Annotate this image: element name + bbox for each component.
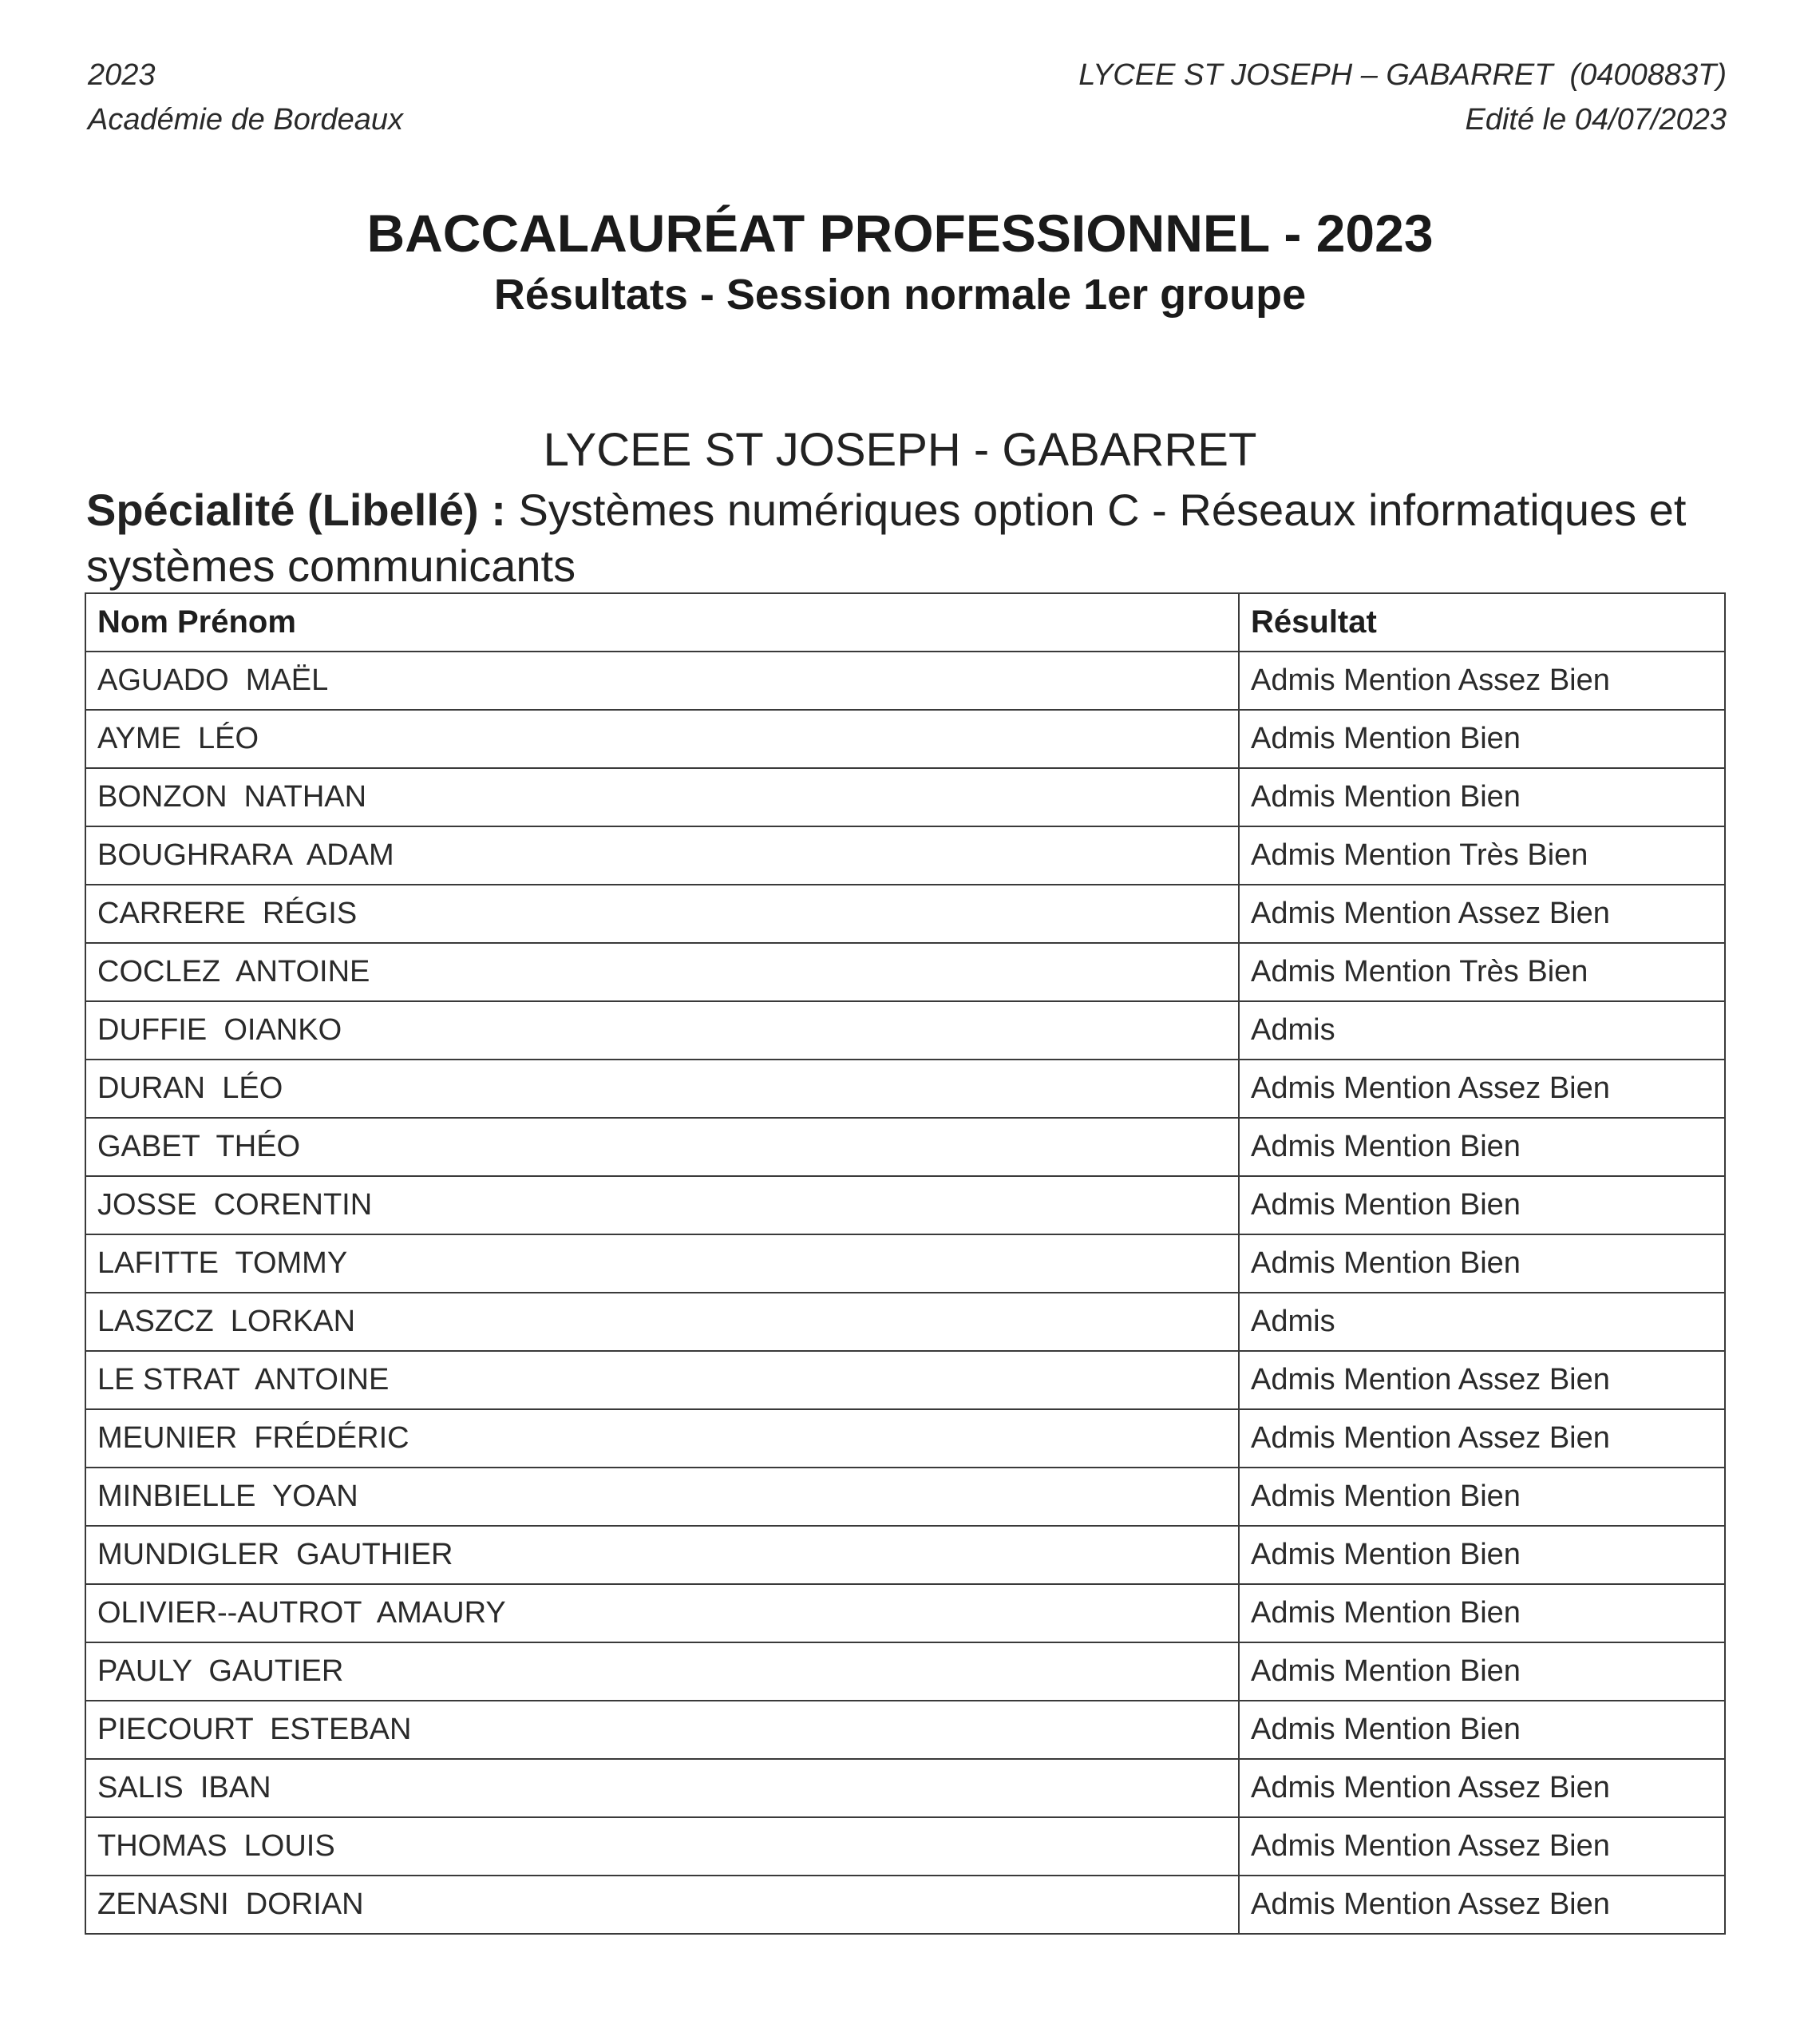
page-subtitle: Résultats - Session normale 1er groupe <box>493 271 1307 319</box>
school-name: LYCEE ST JOSEPH - GABARRET <box>543 424 1257 476</box>
cell-result: Admis Mention Assez Bien <box>1239 1817 1725 1876</box>
cell-result: Admis <box>1239 1293 1725 1351</box>
table-row <box>85 1176 1725 1234</box>
cell-result: Admis Mention Bien <box>1239 768 1725 826</box>
header-right <box>1078 53 1727 142</box>
page-title: BACCALAURÉAT PROFESSIONNEL - 2023 <box>366 204 1434 263</box>
table-row <box>85 1526 1725 1584</box>
table-row <box>85 652 1725 710</box>
cell-result: Admis Mention Très Bien <box>1239 826 1725 885</box>
header-edition-date: Edité le 04/07/2023 <box>1465 103 1727 137</box>
cell-name: AGUADO MAËL <box>85 652 1239 710</box>
table-row <box>85 1701 1725 1759</box>
cell-result: Admis Mention Assez Bien <box>1239 1060 1725 1118</box>
cell-name: CARRERE RÉGIS <box>85 885 1239 943</box>
cell-result: Admis Mention Bien <box>1239 1701 1725 1759</box>
cell-result: Admis Mention Bien <box>1239 1234 1725 1293</box>
table-row <box>85 1060 1725 1118</box>
cell-name: DURAN LÉO <box>85 1060 1239 1118</box>
cell-name: COCLEZ ANTOINE <box>85 943 1239 1001</box>
table-row <box>85 1118 1725 1176</box>
cell-name: LAFITTE TOMMY <box>85 1234 1239 1293</box>
header-academie: Académie de Bordeaux <box>88 103 404 137</box>
header-year: 2023 <box>88 58 156 92</box>
specialite-value: Systèmes numériques option C - Réseaux informatiques et systèmes communicants <box>86 485 1687 591</box>
cell-name: LE STRAT ANTOINE <box>85 1351 1239 1409</box>
cell-result: Admis Mention Bien <box>1239 1468 1725 1526</box>
cell-result: Admis Mention Assez Bien <box>1239 1876 1725 1934</box>
cell-result: Admis Mention Bien <box>1239 1584 1725 1642</box>
cell-name: GABET THÉO <box>85 1118 1239 1176</box>
table-row <box>85 1351 1725 1409</box>
table-row <box>85 1817 1725 1876</box>
cell-name: AYME LÉO <box>85 710 1239 768</box>
column-header-result: Résultat <box>1239 593 1725 652</box>
table-row <box>85 885 1725 943</box>
table-row <box>85 1642 1725 1701</box>
header-left <box>88 53 403 142</box>
cell-name: MINBIELLE YOAN <box>85 1468 1239 1526</box>
cell-result: Admis Mention Bien <box>1239 710 1725 768</box>
cell-name: DUFFIE OIANKO <box>85 1001 1239 1060</box>
cell-result: Admis Mention Assez Bien <box>1239 885 1725 943</box>
cell-name: MUNDIGLER GAUTHIER <box>85 1526 1239 1584</box>
table-row <box>85 710 1725 768</box>
cell-name: BONZON NATHAN <box>85 768 1239 826</box>
cell-name: PAULY GAUTIER <box>85 1642 1239 1701</box>
cell-result: Admis Mention Bien <box>1239 1176 1725 1234</box>
cell-result: Admis Mention Très Bien <box>1239 943 1725 1001</box>
cell-name: PIECOURT ESTEBAN <box>85 1701 1239 1759</box>
table-row <box>85 1759 1725 1817</box>
cell-name: BOUGHRARA ADAM <box>85 826 1239 885</box>
specialite <box>86 482 1723 594</box>
cell-result: Admis Mention Bien <box>1239 1642 1725 1701</box>
cell-name: MEUNIER FRÉDÉRIC <box>85 1409 1239 1468</box>
cell-name: ZENASNI DORIAN <box>85 1876 1239 1934</box>
table-header-row <box>85 593 1725 652</box>
cell-name: THOMAS LOUIS <box>85 1817 1239 1876</box>
table-row <box>85 1001 1725 1060</box>
table-row <box>85 768 1725 826</box>
cell-result: Admis Mention Assez Bien <box>1239 1409 1725 1468</box>
cell-name: LASZCZ LORKAN <box>85 1293 1239 1351</box>
table-row <box>85 826 1725 885</box>
column-header-name: Nom Prénom <box>85 593 1239 652</box>
cell-name: SALIS IBAN <box>85 1759 1239 1817</box>
cell-result: Admis Mention Assez Bien <box>1239 1759 1725 1817</box>
cell-result: Admis Mention Assez Bien <box>1239 1351 1725 1409</box>
cell-result: Admis Mention Bien <box>1239 1118 1725 1176</box>
results-body <box>85 652 1725 1934</box>
table-row <box>85 1468 1725 1526</box>
cell-result: Admis Mention Bien <box>1239 1526 1725 1584</box>
table-row <box>85 1409 1725 1468</box>
cell-result: Admis <box>1239 1001 1725 1060</box>
results-table <box>85 592 1726 1935</box>
table-row <box>85 1876 1725 1934</box>
cell-result: Admis Mention Assez Bien <box>1239 652 1725 710</box>
table-row <box>85 1584 1725 1642</box>
cell-name: OLIVIER--AUTROT AMAURY <box>85 1584 1239 1642</box>
header-etablissement: LYCEE ST JOSEPH – GABARRET (0400883T) <box>1078 58 1727 92</box>
table-row <box>85 1234 1725 1293</box>
table-row <box>85 1293 1725 1351</box>
specialite-label: Spécialité (Libellé) : <box>86 485 506 535</box>
title-block <box>0 201 1800 324</box>
cell-name: JOSSE CORENTIN <box>85 1176 1239 1234</box>
table-row <box>85 943 1725 1001</box>
